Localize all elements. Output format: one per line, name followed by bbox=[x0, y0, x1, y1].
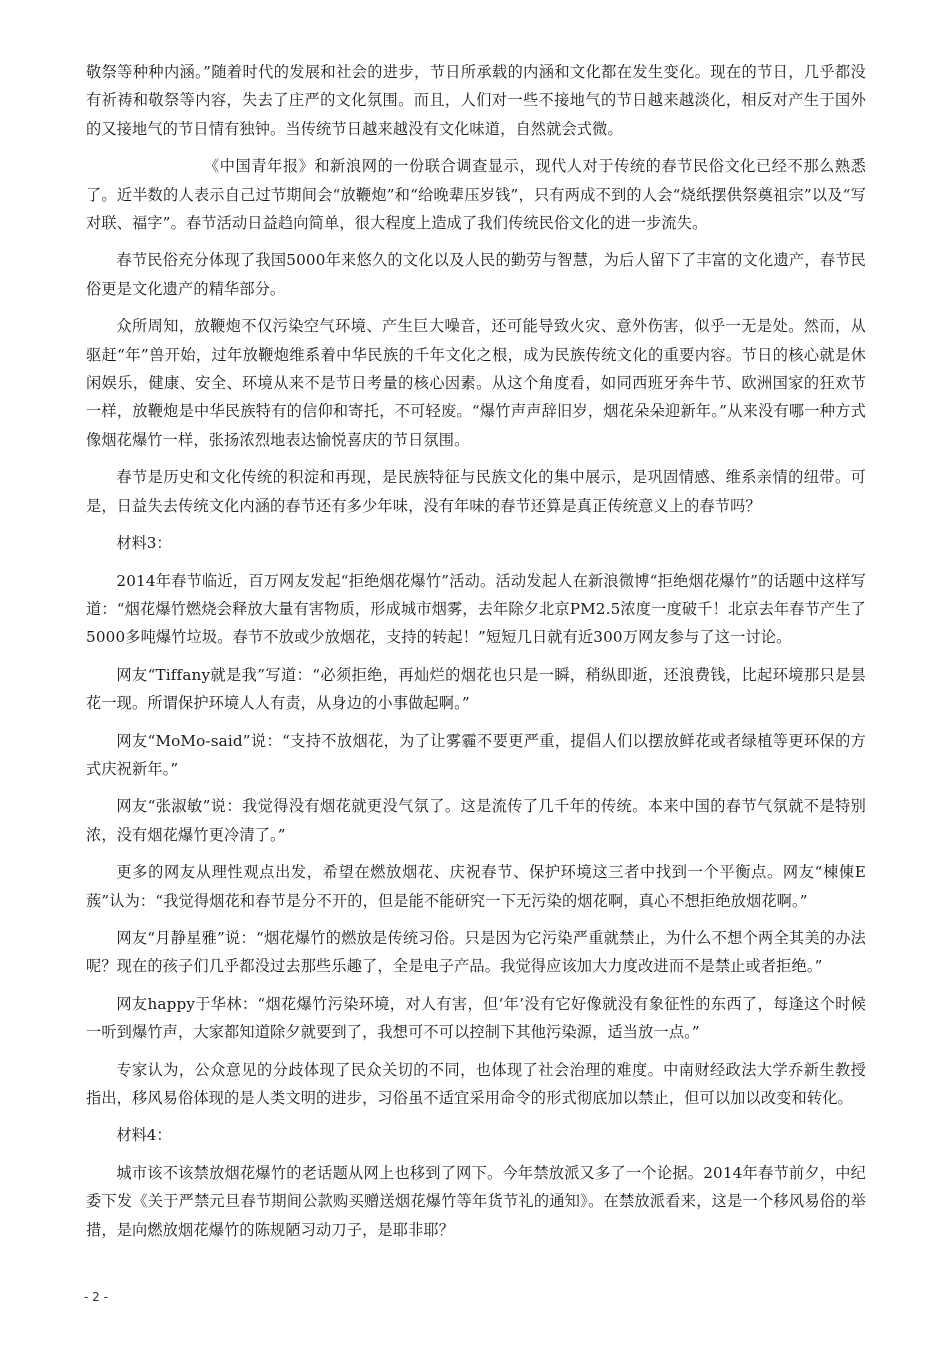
paragraph-netizen-zhang: 网友“张淑敏”说：我觉得没有烟花就更没气氛了。这是流传了几千年的传统。本来中国的春节气氛就不是特别浓，没有烟花爆竹更冷清了。” bbox=[86, 797, 866, 844]
paragraph-netizen-yuejing: 网友“月静星雅”说：“烟花爆竹的燃放是传统习俗。只是因为它污染严重就禁止，为什么不想个两全其美的办法呢？现在的孩子们几乎都没过去那些乐趣了，全是电子产品。我觉得应该加大力度改进而不是禁止或者拒绝。” bbox=[86, 928, 866, 976]
paragraph-spring-festival: 春节是历史和文化传统的积淀和再现，是民族特征与民族文化的集中展示，是巩固情感、维系亲情的纽带。可是，日益失去传统文化内涵的春节还有多少年味，没有年味的春节还算是真正传统意义上的春节吗？ bbox=[86, 468, 866, 515]
section-heading-material-4: 材料4： bbox=[116, 1126, 172, 1145]
paragraph-festival-meaning: 敬祭等种种内涵。”随着时代的发展和社会的进步，节日所承载的内涵和文化都在发生变化。现在的节日，几乎都没有祈祷和敬祭等内容，失去了庄严的文化氛围。而且，人们对一些不接地气的节日越来越淡化，相反对产生于国外的又接地气的节日情有独钟。当传统节日越来越没有文化味道，自然就会式微。 bbox=[86, 63, 866, 138]
paragraph-survey: 《中国青年报》和新浪网的一份联合调查显示，现代人对于传统的春节民俗文化已经不那么熟悉了。近半数的人表示自己过节期间会“放鞭炮”和“给晚辈压岁钱”，只有两成不到的人会“烧纸摆供祭奠祖宗”以及“写对联、福字”。春节活动日益趋向简单，很大程度上造成了我们传统民俗文化的进一步流失。 bbox=[86, 157, 866, 233]
document-page bbox=[86, 58, 866, 1253]
paragraph-expert-view: 专家认为，公众意见的分歧体现了民众关切的不同，也体现了社会治理的难度。中南财经政法大学乔新生教授指出，移风易俗体现的是人类文明的进步，习俗虽不适宜采用命令的形式彻底加以禁止，但可以加以改变和转化。 bbox=[86, 1060, 866, 1107]
paragraph-ban-debate: 城市该不该禁放烟花爆竹的老话题从网上也移到了网下。今年禁放派又多了一个论据。2014年春节前夕，中纪委下发《关于严禁元旦春节期间公款购买赠送烟花爆竹等年货节礼的通知》。在禁放派看来，这是一个移风易俗的举措，是向燃放烟花爆竹的陈规陋习动刀子，是耶非耶？ bbox=[86, 1163, 866, 1239]
paragraph-balance-view: 更多的网友从理性观点出发，希望在燃放烟花、庆祝春节、保护环境这三者中找到一个平衡点。网友“棟倲E蔟”认为：“我觉得烟花和春节是分不开的，但是能不能研究一下无污染的烟花啊，真心不想拒绝放烟花啊。” bbox=[86, 863, 866, 910]
paragraph-campaign: 2014年春节临近，百万网友发起“拒绝烟花爆竹”活动。活动发起人在新浪微博“拒绝烟花爆竹”的话题中这样写道：“烟花爆竹燃烧会释放大量有害物质，形成城市烟雾，去年除夕北京PM2.5浓度一度破千！北京去年春节产生了5000多吨爆竹垃圾。春节不放或少放烟花，支持的转起！”短短几日就有近300万网友参与了这一讨论。 bbox=[86, 571, 866, 647]
paragraph-netizen-tiffany: 网友“Tiffany就是我”写道：“必须拒绝，再灿烂的烟花也只是一瞬，稍纵即逝，还浪费钱，比起环境那只是昙花一现。所谓保护环境人人有责，从身边的小事做起啊。” bbox=[86, 665, 866, 713]
section-heading-material-3: 材料3： bbox=[116, 534, 172, 553]
paragraph-folk-heritage: 春节民俗充分体现了我国5000年来悠久的文化以及人民的勤劳与智慧，为后人留下了丰富的文化遗产，春节民俗更是文化遗产的精华部分。 bbox=[86, 251, 866, 298]
page-number: - 2 - bbox=[84, 1290, 108, 1304]
paragraph-netizen-momo: 网友“MoMo-said”说：“支持不放烟花，为了让雾霾不要更严重，提倡人们以摆放鲜花或者绿植等更环保的方式庆祝新年。” bbox=[86, 731, 866, 778]
paragraph-firecrackers: 众所周知，放鞭炮不仅污染空气环境、产生巨大噪音，还可能导致火灾、意外伤害，似乎一无是处。然而，从驱赶“年”兽开始，过年放鞭炮维系着中华民族的千年文化之根，成为民族传统文化的重要内容。节日的核心就是休闲娱乐，健康、安全、环境从来不是节日考量的核心因素。从这个角度看，如同西班牙奔牛节、欧洲国家的狂欢节一样，放鞭炮是中华民族特有的信仰和寄托，不可轻废。“爆竹声声辞旧岁，烟花朵朵迎新年。”从来没有哪一种方式像烟花爆竹一样，张扬浓烈地表达愉悦喜庆的节日氛围。 bbox=[86, 317, 866, 449]
paragraph-netizen-happy: 网友happy于华林：“烟花爆竹污染环境，对人有害，但‘年’没有它好像就没有象征性的东西了，每逢这个时候一听到爆竹声，大家都知道除夕就要到了，我想可不可以控制下其他污染源，适当放一点。” bbox=[86, 994, 866, 1042]
